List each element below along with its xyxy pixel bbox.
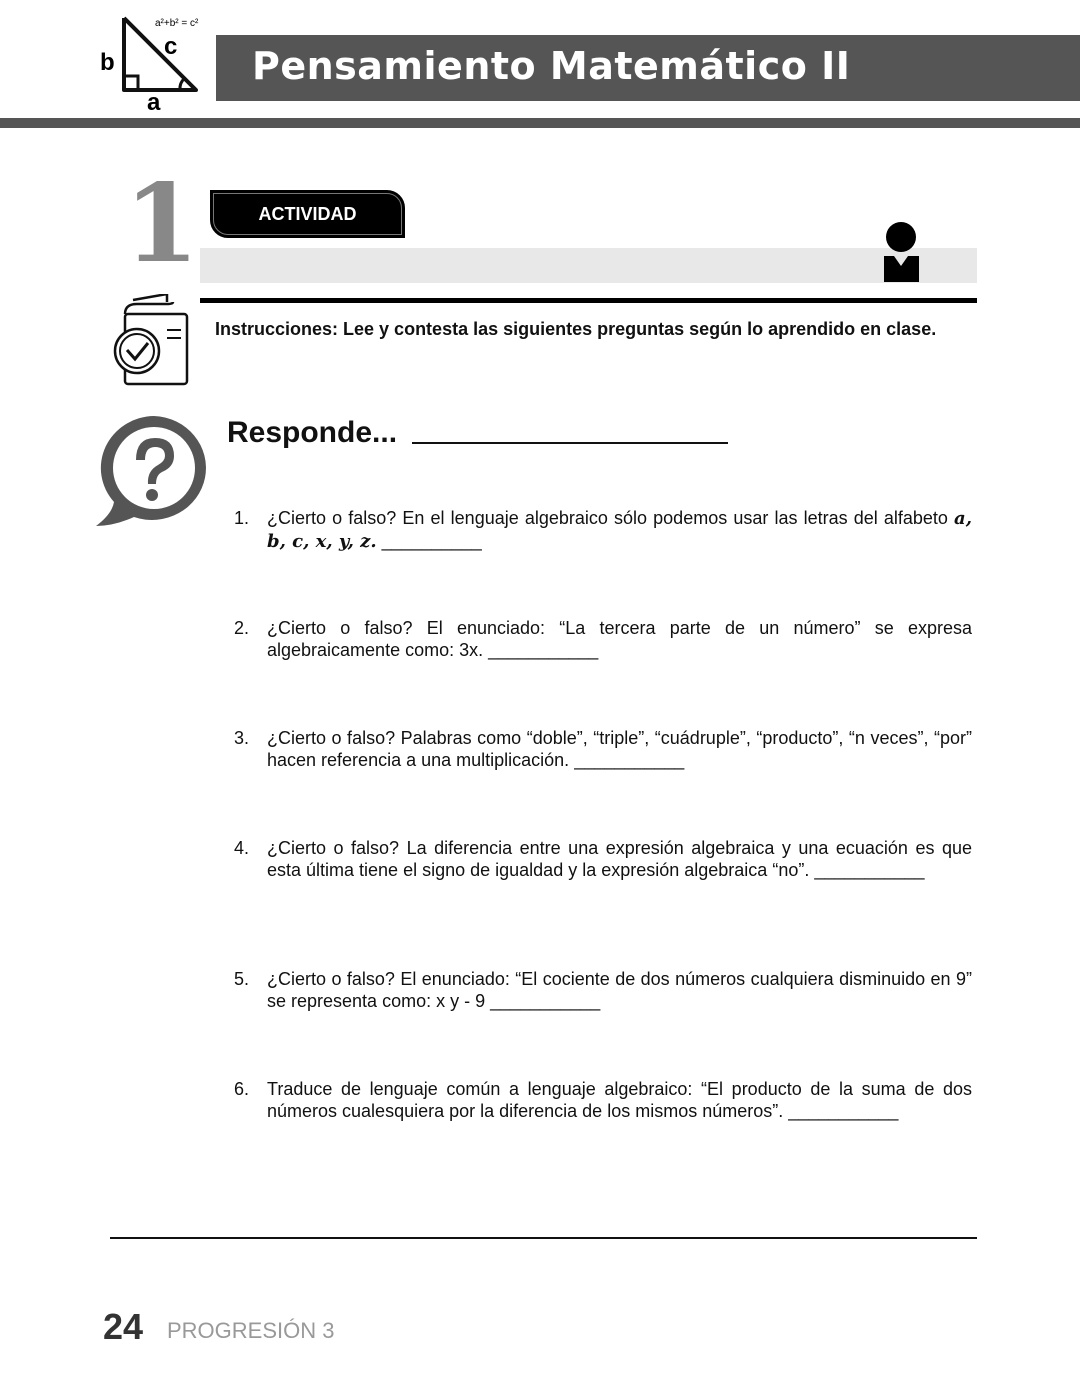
answer-blank[interactable]: ___________ — [814, 860, 925, 880]
question-number: 6. — [234, 1079, 250, 1099]
section-label: PROGRESIÓN 3 — [167, 1318, 335, 1343]
question-text: ¿Cierto o falso? La diferencia entre una expresión algebraica y una ecuación es que esta última tiene el signo de igualdad y la expresión algebraica “no”. — [267, 838, 972, 880]
footer-divider — [110, 1237, 977, 1239]
question-text: ¿Cierto o falso? En el lenguaje algebraico sólo podemos usar las letras del alfabeto — [267, 508, 948, 528]
answer-blank[interactable]: ___________ — [488, 640, 599, 660]
question-item-6 — [234, 1078, 972, 1122]
activity-label: ACTIVIDAD — [210, 190, 405, 238]
question-number: 3. — [234, 728, 250, 748]
question-item-1 — [234, 507, 972, 553]
svg-text:a: a — [147, 89, 161, 115]
question-text: ¿Cierto o falso? El enunciado: “El cociente de dos números cualquiera disminuido en 9” se representa como: x y - 9 — [267, 969, 972, 1011]
question-item-3 — [234, 727, 972, 771]
answer-blank[interactable]: __________ — [381, 531, 482, 551]
answer-blank[interactable]: ___________ — [490, 991, 601, 1011]
page-number: 24 — [103, 1306, 144, 1347]
header-divider — [0, 118, 1080, 128]
svg-text:c: c — [164, 33, 178, 60]
section-title: Responde... — [227, 416, 398, 449]
svg-text:b: b — [100, 49, 115, 76]
activity-number: 1 — [124, 161, 200, 287]
question-text: ¿Cierto o falso? Palabras como “doble”, “triple”, “cuádruple”, “producto”, “n veces”, “por” hacen referencia a una multiplicación. — [267, 728, 972, 770]
question-bubble-icon — [94, 414, 214, 530]
answer-blank[interactable]: ___________ — [788, 1101, 899, 1121]
question-variables: a, b, c, x, y, z. — [267, 508, 972, 552]
activity-band — [200, 248, 977, 283]
question-number: 2. — [234, 618, 250, 638]
question-number: 1. — [234, 508, 250, 528]
question-number: 4. — [234, 838, 250, 858]
question-item-4 — [234, 837, 972, 881]
question-item-5 — [234, 968, 972, 1012]
pythagoras-triangle-logo — [92, 10, 212, 115]
svg-text:a²+b² = c²: a²+b² = c² — [155, 18, 199, 29]
page-title: Pensamiento Matemático II — [252, 44, 851, 88]
question-number: 5. — [234, 969, 250, 989]
question-item-2 — [234, 617, 972, 661]
instructions-text: Instrucciones: Lee y contesta las siguientes preguntas según lo aprendido en clase. — [215, 319, 937, 339]
clipboard-check-icon — [105, 294, 195, 388]
person-icon — [882, 222, 922, 284]
answer-blank[interactable]: ___________ — [574, 750, 685, 770]
title-underline — [412, 442, 728, 444]
question-text: Traduce de lenguaje común a lenguaje algebraico: “El producto de la suma de dos números cualesquiera por la diferencia de los mismos números”. — [267, 1079, 972, 1121]
section-divider — [200, 298, 977, 303]
question-text: ¿Cierto o falso? El enunciado: “La tercera parte de un número” se expresa algebraicamente como: 3x. — [267, 618, 972, 660]
